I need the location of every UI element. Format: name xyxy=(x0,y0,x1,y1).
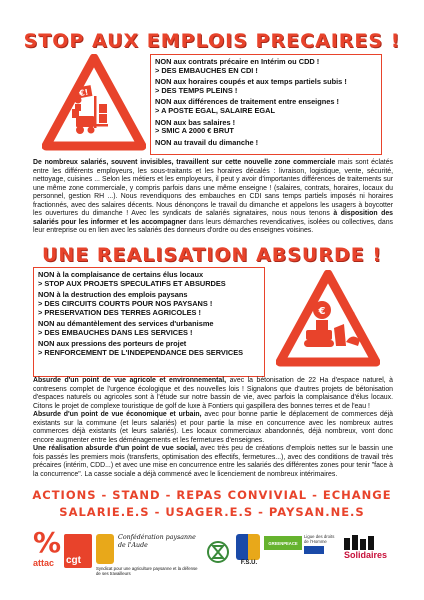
footer-audience: SALARIE.E.S - USAGER.E.S - PAYSAN.NE.S xyxy=(59,505,365,519)
wheat-icon xyxy=(96,534,114,564)
demands-box-jobs xyxy=(150,54,382,155)
demand-text: NON à la destruction des emplois paysans xyxy=(38,290,188,300)
footer-actions: ACTIONS - STAND - REPAS CONVIVIAL - ECHANGE xyxy=(32,488,392,502)
demand-answer: > SMIC A 2000 € BRUT xyxy=(155,126,234,136)
demand-answer: > A POSTE EGAL, SALAIRE EGAL xyxy=(155,106,275,116)
bulldozer-warning-icon xyxy=(276,270,380,368)
demand-answer: > DES EMBAUCHES DANS LES SERVICES ! xyxy=(38,327,193,337)
confederation-paysanne-logo: Confédération paysanne de l'Aude Syndicat pour une agriculture paysanne et la défense de ses travailleurs xyxy=(96,534,198,576)
fsu-logo: F.S.U. xyxy=(236,528,262,576)
cgt-logo: cgt xyxy=(64,528,94,576)
demand-answer: > DES CIRCUITS COURTS POUR NOS PAYSANS ! xyxy=(38,298,213,308)
demand-text: NON aux différences de traitement entre enseignes ! xyxy=(155,97,340,107)
demand-text: NON aux bas salaires ! xyxy=(155,117,236,127)
title-middle: UNE REALISATION ABSURDE ! xyxy=(42,244,382,266)
ldh-logo: Ligue des droits de l'Homme xyxy=(304,528,342,576)
demand-text: NON au travail du dimanche ! xyxy=(155,137,259,147)
svg-text:€!: €! xyxy=(78,87,90,99)
attac-logo: % attac xyxy=(33,526,62,568)
demand-text: NON aux horaires coupés et aux temps partiels subis ! xyxy=(155,77,347,87)
demands-box-project xyxy=(33,267,265,377)
warning-sign-icon xyxy=(42,54,146,152)
paragraph-workers: De nombreux salariés, souvent invisibles, travaillent sur cette nouvelle zone commerciale mais sont éclatés entre les différents employeurs, les sous-traitants et les horaires décalés : livraison, logistique, vente, sécurité, nettoyage, cuisines ... Selon les métiers et les employeurs, il peut y avoir d'importantes différences de traitements sur une même zone commerciale, y compris parfois dans une même enseigne ! (salaires, contrats, horaires, locaux du personnel, gestion RH ...). Nous revendiquons des embauches en CDI sans temps partiels imposés ni horaires fractionnés, avec des salaires décents. Nous dénonçons le travail du dimanche et appelons les usagers à boycotter les ouvertures du dimanche ! Avec les syndicats de salariés signataires, nous nous tenons à disposition des salariés pour les informer et les accompagner dans leurs démarches revendicatives, isolées ou collectives, dans leur entreprise ou en lien avec les salariés des donneurs d'ordre ou des enseignes voisines. xyxy=(33,159,393,234)
paragraph-absurd: Absurde d'un point de vue agricole et environnemental, avec la bétonisation de 22 Ha d'espace naturel, à contresens complet de l'urgence écologique et des nouvelles lois ! Signalons que d'autres projets de bétonisation d'espaces naturels ou agricoles sont à l'étude sur notre bassin de vie, avec parfois la complaisance d'élus locaux. Citons le projet de complexe touristique de golf de luxe à Fontiers qui gaspillera des bonnes terres et de l'eau ! Absurde d'un point de vue économique et urbain, avec pour bonne partie le déplacement de commerces déjà existants sur la commune (et leurs salariés) et pour partie la mise en concurrence avec les nombreux autres commerces déjà existants (et leurs salariés). Les locaux commerciaux abandonnés, déjà nombreux, vont donc encore augmenter entre les déménagements et les fermetures d'enseignes. xyxy=(33,377,393,444)
demand-answer: > DES TEMPS PLEINS ! xyxy=(155,85,238,95)
demand-answer: > DES EMBAUCHES EN CDI ! xyxy=(155,65,258,75)
demand-answer: > RENFORCEMENT DE L'INDEPENDANCE DES SERVICES xyxy=(38,348,244,358)
greenpeace-logo: GREENPEACE xyxy=(264,528,302,576)
title-top: STOP AUX EMPLOIS PRECAIRES ! xyxy=(23,30,401,52)
demand-text: NON à la complaisance de certains élus locaux xyxy=(38,270,204,279)
extinction-rebellion-logo xyxy=(206,528,232,576)
svg-text:€: € xyxy=(318,306,326,317)
solidaires-logo: Solidaires xyxy=(344,528,394,576)
demand-answer: > STOP AUX PROJETS SPECULATIFS ET ABSURDES xyxy=(38,278,226,288)
demand-text: NON aux contrats précaire en Intérim ou CDD ! xyxy=(155,57,320,66)
demand-text: NON au démantèlement des services d'urbanisme xyxy=(38,319,214,329)
paragraph-social: Une réalisation absurde d'un point de vue social, avec très peu de créations d'emplois nettes sur le bassin une fois passés les premiers mois (transferts, optimisation des effectifs, fermetures...), avec des conditions de travail très précaires (intérim, CDD...) et avec une mise en concurrence entre les salariés des différentes zones pour tenir "face à la concurrence". La casse sociale a déjà commencé avec le licenciement de nombreux intérimaires. xyxy=(33,445,393,478)
demand-answer: > PRESERVATION DES TERRES AGRICOLES ! xyxy=(38,307,201,317)
demand-text: NON aux pressions des porteurs de projet xyxy=(38,339,187,349)
